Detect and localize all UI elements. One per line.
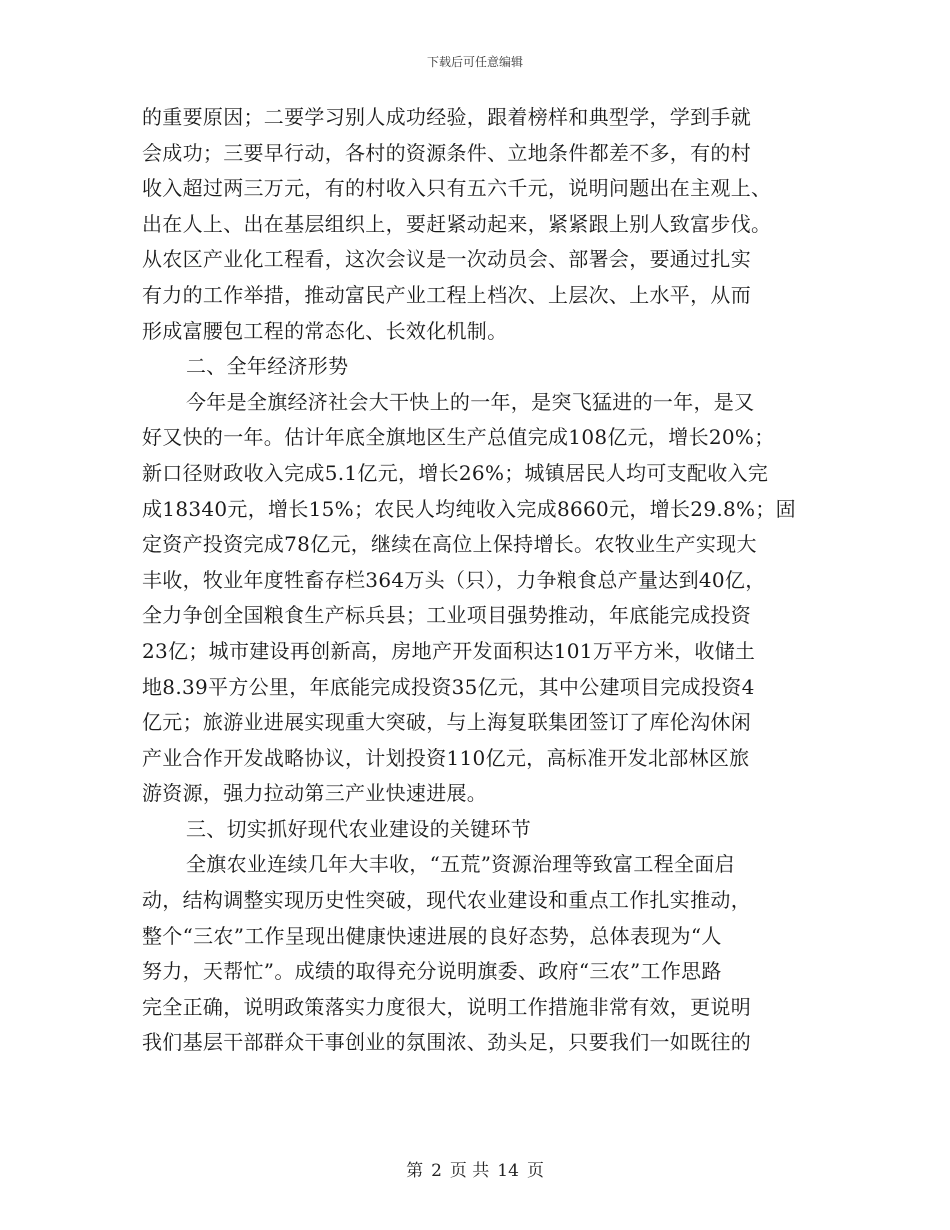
text-line: 游资源，强力拉动第三产业快速进展。 xyxy=(142,781,488,806)
text-line: 有力的工作举措，推动富民产业工程上档次、上层次、上水平，从而 xyxy=(142,282,751,307)
text-line: 丰收，牧业年度牲畜存栏364万头（只），力争粮食总产量达到40亿， xyxy=(142,567,766,592)
footer-suffix: 页 xyxy=(526,1161,544,1181)
text-line: 成18340元，增长15%；农民人均纯收入完成8660元，增长29.8%；固 xyxy=(142,496,796,521)
text-line: 新口径财政收入完成5.1亿元，增长26%；城镇居民人均可支配收入完 xyxy=(142,460,769,485)
text-line: 形成富腰包工程的常态化、长效化机制。 xyxy=(142,318,508,343)
page-header: 下载后可任意编辑 xyxy=(426,55,523,69)
text-line: 亿元；旅游业进展实现重大突破，与上海复联集团签订了库伦沟休闲 xyxy=(142,710,751,735)
text-line: 23亿；城市建设再创新高，房地产开发面积达101万平方米，收储土 xyxy=(142,638,756,663)
text-line: 动，结构调整实现历史性突破，现代农业建设和重点工作扎实推动， xyxy=(142,888,751,913)
text-line: 整个“三农”工作呈现出健康快速进展的良好态势，总体表现为“人 xyxy=(142,923,722,948)
document-body xyxy=(142,100,802,1061)
page-number: 2 xyxy=(431,1161,442,1181)
section-heading: 三、切实抓好现代农业建设的关键环节 xyxy=(186,816,532,841)
text-line: 我们基层干部群众干事创业的氛围浓、劲头足，只要我们一如既往的 xyxy=(142,1030,751,1055)
text-line: 地8.39平方公里，年底能完成投资35亿元，其中公建项目完成投资4 xyxy=(142,674,755,699)
text-line: 产业合作开发战略协议，计划投资110亿元，高标准开发北部林区旅 xyxy=(142,745,750,770)
text-line: 完全正确，说明政策落实力度很大，说明工作措施非常有效，更说明 xyxy=(142,994,751,1019)
text-line: 会成功；三要早行动，各村的资源条件、立地条件都差不多，有的村 xyxy=(142,140,751,165)
section-heading: 二、全年经济形势 xyxy=(186,354,349,379)
text-line: 收入超过两三万元，有的村收入只有五六千元，说明问题出在主观上、 xyxy=(142,176,772,201)
footer-middle: 页 共 xyxy=(449,1161,490,1181)
text-line: 从农区产业化工程看，这次会议是一次动员会、部署会，要通过扎实 xyxy=(142,247,751,272)
text-line: 出在人上、出在基层组织上，要赶紧动起来，紧紧跟上别人致富步伐。 xyxy=(142,211,772,236)
text-line: 全旗农业连续几年大丰收，“五荒”资源治理等致富工程全面启 xyxy=(186,852,735,877)
text-line: 定资产投资完成78亿元，继续在高位上保持增长。农牧业生产实现大 xyxy=(142,532,757,557)
page-footer xyxy=(0,1156,950,1181)
text-line: 好又快的一年。估计年底全旗地区生产总值完成108亿元，增长20%； xyxy=(142,425,775,450)
text-line: 今年是全旗经济社会大干快上的一年，是突飞猛进的一年，是又 xyxy=(186,389,755,414)
footer-prefix: 第 xyxy=(406,1161,424,1181)
text-line: 全力争创全国粮食生产标兵县；工业项目强势推动，年底能完成投资 xyxy=(142,603,751,628)
total-pages: 14 xyxy=(497,1161,519,1181)
text-line: 的重要原因；二要学习别人成功经验，跟着榜样和典型学，学到手就 xyxy=(142,105,751,129)
text-line: 努力，天帮忙”。成绩的取得充分说明旗委、政府“三农”工作思路 xyxy=(142,959,722,984)
